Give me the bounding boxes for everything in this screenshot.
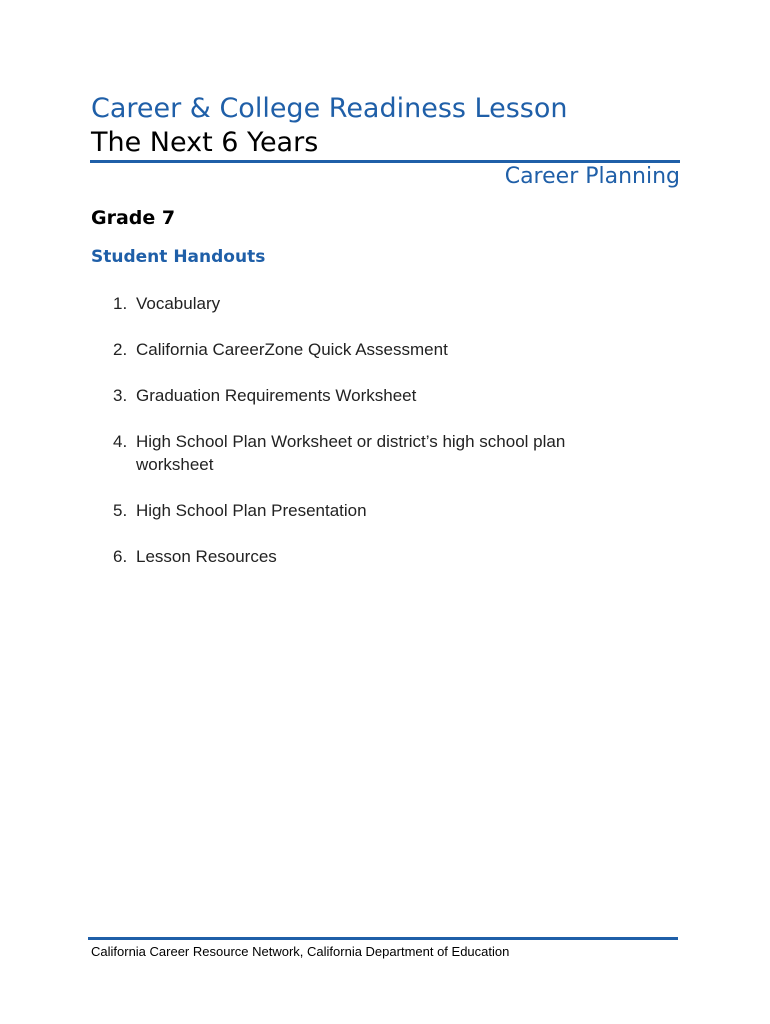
list-item bbox=[113, 545, 633, 568]
footer-text: California Career Resource Network, California Department of Education bbox=[91, 944, 510, 959]
list-item-number: 3. bbox=[113, 386, 128, 405]
list-item-text: High School Plan Worksheet or district’s high school plan worksheet bbox=[136, 432, 566, 474]
page-subtitle: The Next 6 Years bbox=[91, 127, 319, 158]
list-item bbox=[113, 384, 633, 407]
list-item-text: Lesson Resources bbox=[136, 547, 277, 566]
list-item bbox=[113, 499, 633, 522]
handouts-heading: Student Handouts bbox=[91, 247, 266, 267]
list-item bbox=[113, 292, 633, 315]
handouts-list bbox=[113, 292, 633, 591]
list-item-number: 1. bbox=[113, 294, 128, 313]
section-label: Career Planning bbox=[504, 164, 680, 189]
footer-divider bbox=[88, 937, 678, 940]
list-item bbox=[113, 430, 633, 476]
list-item-text: High School Plan Presentation bbox=[136, 501, 367, 520]
list-item bbox=[113, 338, 633, 361]
list-item-number: 6. bbox=[113, 547, 128, 566]
page-title: Career & College Readiness Lesson bbox=[91, 93, 568, 124]
list-item-number: 2. bbox=[113, 340, 128, 359]
list-item-text: Vocabulary bbox=[136, 294, 221, 313]
grade-heading: Grade 7 bbox=[91, 207, 176, 229]
list-item-text: Graduation Requirements Worksheet bbox=[136, 386, 417, 405]
list-item-number: 4. bbox=[113, 432, 128, 451]
list-item-text: California CareerZone Quick Assessment bbox=[136, 340, 448, 359]
list-item-number: 5. bbox=[113, 501, 128, 520]
